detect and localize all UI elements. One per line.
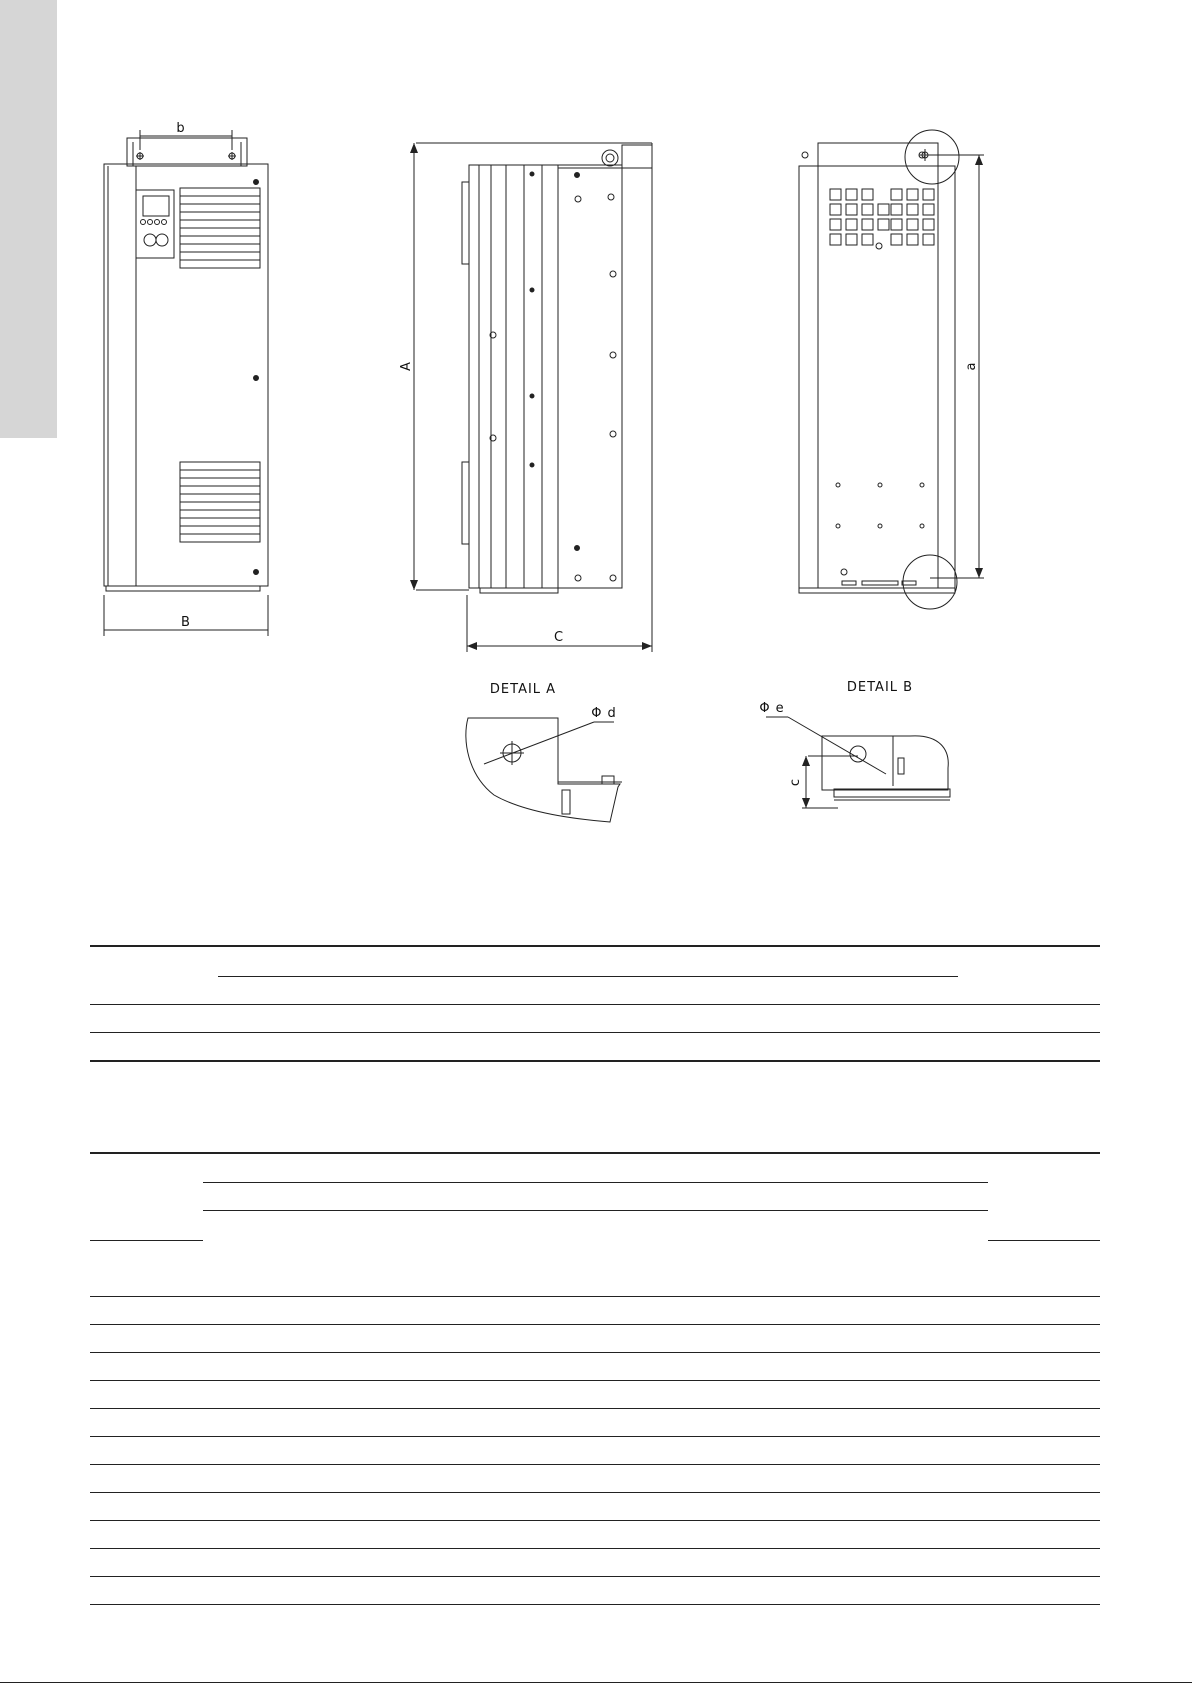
- dim-label-C: C: [553, 630, 565, 645]
- table-rule: [218, 976, 958, 977]
- detail-b-dim: Φ e: [759, 701, 785, 716]
- dim-label-A: A: [399, 361, 414, 371]
- detail-a: [466, 682, 622, 822]
- front-bottom-vent: [180, 462, 260, 542]
- table-rule: [90, 1004, 1100, 1005]
- table-rule: [203, 1182, 988, 1183]
- table-rule: [90, 1464, 1100, 1465]
- table-rule: [90, 1520, 1100, 1521]
- detail-b-title: DETAIL B: [846, 680, 914, 695]
- table-rule: [90, 1576, 1100, 1577]
- table-rule: [90, 1380, 1100, 1381]
- dim-label-B: B: [181, 615, 191, 630]
- table-rule: [90, 1060, 1100, 1062]
- front-view: [104, 121, 268, 636]
- table-rule: [90, 1352, 1100, 1353]
- table-rule: [90, 1240, 203, 1241]
- table-rule: [90, 1548, 1100, 1549]
- table-rule: [90, 1492, 1100, 1493]
- back-view: [799, 130, 984, 609]
- table-rule: [90, 1604, 1100, 1605]
- table-rule: [90, 1152, 1100, 1154]
- detail-b-offset: c: [788, 777, 803, 787]
- detail-a-dim: Φ d: [591, 706, 617, 721]
- table-rule: [90, 1296, 1100, 1297]
- table-rule: [90, 945, 1100, 947]
- detail-a-title: DETAIL A: [489, 682, 557, 697]
- page-bottom-rule: [0, 1682, 1192, 1683]
- front-top-vent: [180, 188, 260, 268]
- dim-label-a: a: [964, 361, 979, 371]
- table-rule: [90, 1408, 1100, 1409]
- dim-label-b: b: [176, 121, 186, 136]
- table-rule: [90, 1032, 1100, 1033]
- side-view: [399, 143, 652, 652]
- table-rule: [988, 1240, 1100, 1241]
- table-rule: [90, 1436, 1100, 1437]
- table-rule: [90, 1324, 1100, 1325]
- table-rule: [203, 1210, 988, 1211]
- detail-b: [759, 680, 950, 808]
- back-knockouts: [830, 189, 934, 245]
